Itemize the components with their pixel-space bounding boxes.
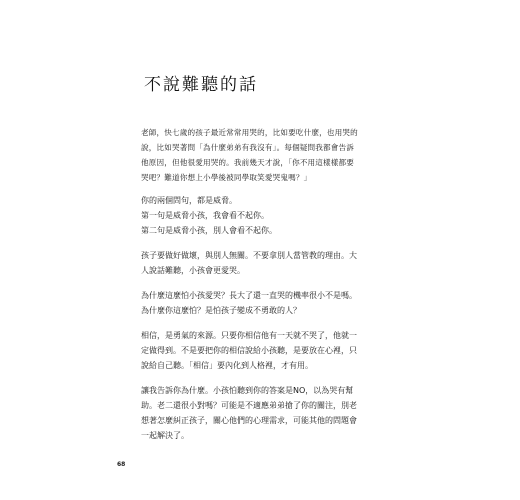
page-number: 68 — [117, 461, 126, 468]
question-line: 說，比如哭著問「為什麼弟弟有我沒有」。每個疑問我都會告訴 — [141, 143, 355, 152]
paragraph-line: 想著怎麼糾正孩子，關心他們的心理需求，可能其他的問題會 — [141, 416, 357, 425]
paragraph-line: 第一句是威脅小孩，我會看不起你。 — [141, 211, 269, 220]
paragraph-line: 定做得到。不是要把你的相信說給小孩聽，是要放在心裡，只 — [141, 346, 357, 355]
page-title: 不說難聽的話 — [144, 75, 258, 95]
paragraph-line: 說給自己聽。「相信」要內化到人格裡，才有用。 — [141, 361, 313, 370]
answer-paragraph-3 — [141, 288, 381, 318]
answer-paragraph-5 — [141, 383, 381, 443]
reader-question — [141, 125, 377, 185]
paragraph-line: 人說話難聽，小孩會更愛哭。 — [141, 266, 245, 275]
paragraph-line: 你的兩個問句，都是威脅。 — [141, 196, 237, 205]
answer-paragraph-2 — [141, 248, 381, 278]
answer-paragraph-1 — [141, 193, 381, 238]
paragraph-line: 助。老二還很小對嗎？可能是不適應弟弟搶了你的關注，別老 — [141, 401, 357, 410]
paragraph-line: 相信，是勇氣的來源。只要你相信他有一天就不哭了，他就一 — [141, 331, 357, 340]
question-line: 老師，快七歲的孩子最近常常用哭的，比如要吃什麼，也用哭的 — [141, 128, 358, 137]
paragraph-line: 為什麼你這麼怕？是怕孩子變成不勇敢的人？ — [141, 306, 301, 315]
question-line: 他原因，但他很愛用哭的。我前幾天才說，「你不用這樣樣都要 — [141, 158, 355, 167]
paragraph-line: 第二句是威脅小孩，別人會看不起你。 — [141, 226, 277, 235]
paragraph-line: 讓我告訴你為什麼。小孩怕聽到你的答案是NO，以為哭有幫 — [141, 386, 354, 395]
answer-paragraph-4 — [141, 328, 381, 373]
paragraph-line: 孩子要做好做壞，與別人無關。不要拿別人當管教的理由。大 — [141, 251, 357, 260]
paragraph-line: 為什麼這麼怕小孩愛哭？長大了還一直哭的機率很小不是嗎。 — [141, 291, 357, 300]
paragraph-line: 一起解決了。 — [141, 431, 189, 440]
question-line: 哭吧？難道你想上小學後被同學取笑愛哭鬼嗎？」 — [141, 173, 312, 182]
